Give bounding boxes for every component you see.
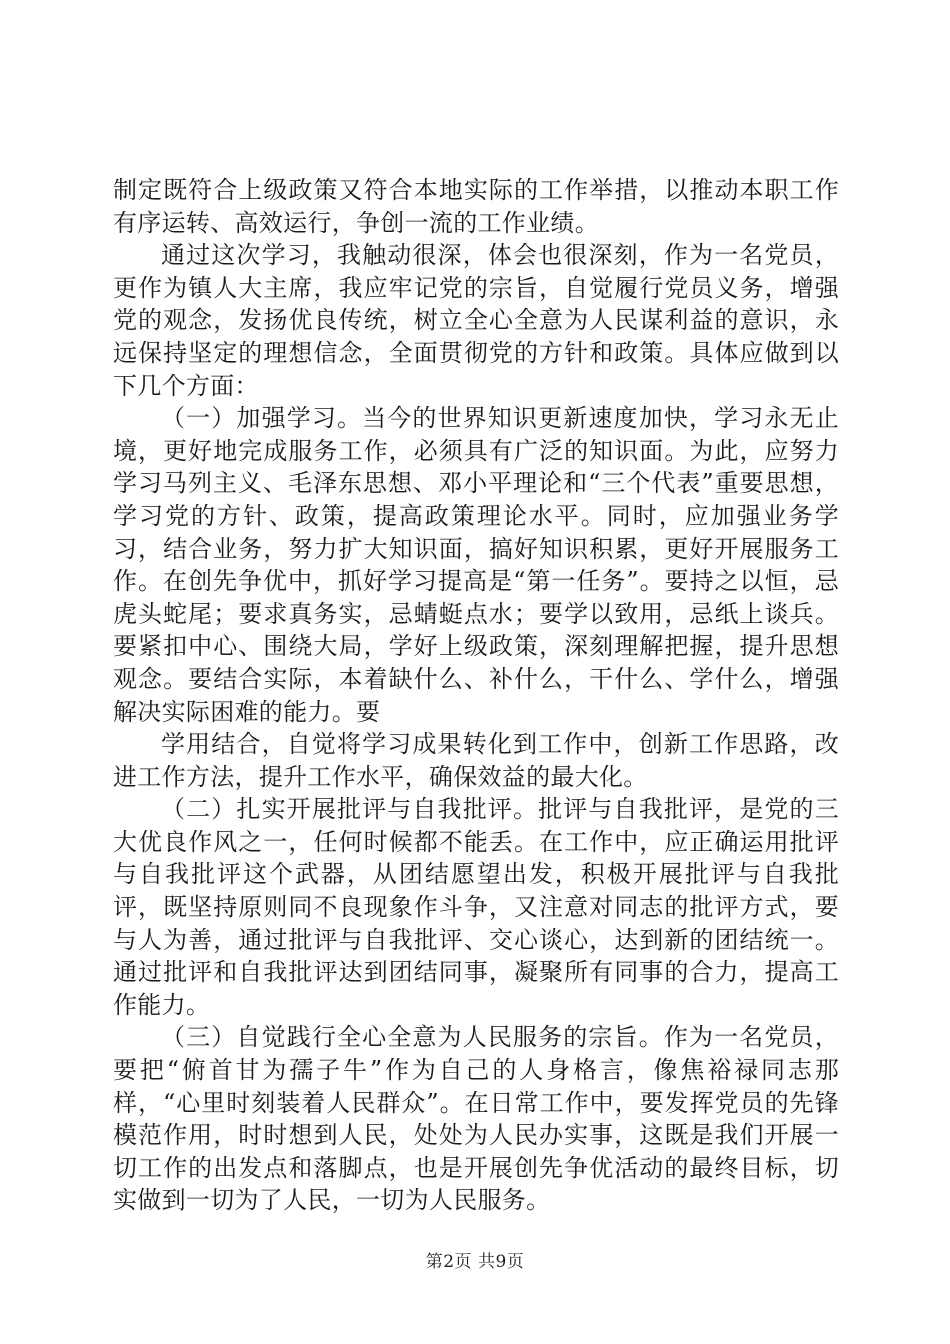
- page-number-footer: 第2页 共9页: [425, 1252, 525, 1272]
- paragraph-reflection: 通过这次学习，我触动很深，体会也很深刻，作为一名党员，更作为镇人大主席，我应牢记党的宗旨，自觉履行党员义务，增强党的观念，发扬优良传统，树立全心全意为人民谋利益的意识，永远保持坚定的理想信念，全面贯彻党的方针和政策。具体应做到以下几个方面：: [113, 241, 839, 400]
- paragraph-section-2: （二）扎实开展批评与自我批评。批评与自我批评，是党的三大优良作风之一，任何时候都不能丢。在工作中，应正确运用批评与自我批评这个武器，从团结愿望出发，积极开展批评与自我批评，既坚持原则同不良现象作斗争，又注意对同志的批评方式，要与人为善，通过批评与自我批评、交心谈心，达到新的团结统一。通过批评和自我批评达到团结同事，凝聚所有同事的合力，提高工作能力。: [113, 795, 839, 1019]
- document-body: [113, 174, 839, 1217]
- paragraph-section-1: （一）加强学习。当今的世界知识更新速度加快，学习永无止境，更好地完成服务工作，必须具有广泛的知识面。为此，应努力学习马列主义、毛泽东思想、邓小平理论和“三个代表”重要思想，学习党的方针、政策，提高政策理论水平。同时，应加强业务学习，结合业务，努力扩大知识面，搞好知识积累，更好开展服务工作。在创先争优中，抓好学习提高是“第一任务”。要持之以恒，忌虎头蛇尾；要求真务实，忌蜻蜓点水；要学以致用，忌纸上谈兵。要紧扣中心、围绕大局，学好上级政策，深刻理解把握，提升思想观念。要结合实际，本着缺什么、补什么，干什么、学什么，增强解决实际困难的能力。要: [113, 404, 839, 726]
- paragraph-continuation: 制定既符合上级政策又符合本地实际的工作举措，以推动本职工作有序运转、高效运行，争创一流的工作业绩。: [113, 176, 839, 237]
- paragraph-section-1-cont: 学用结合，自觉将学习成果转化到工作中，创新工作思路，改进工作方法，提升工作水平，确保效益的最大化。: [113, 730, 839, 791]
- paragraph-section-3: （三）自觉践行全心全意为人民服务的宗旨。作为一名党员，要把“俯首甘为孺子牛”作为自己的人身格言，像焦裕禄同志那样，“心里时刻装着人民群众”。在日常工作中，要发挥党员的先锋模范作用，时时想到人民，处处为人民办实事，这既是我们开展一切工作的出发点和落脚点，也是开展创先争优活动的最终目标，切实做到一切为了人民，一切为人民服务。: [113, 1023, 839, 1215]
